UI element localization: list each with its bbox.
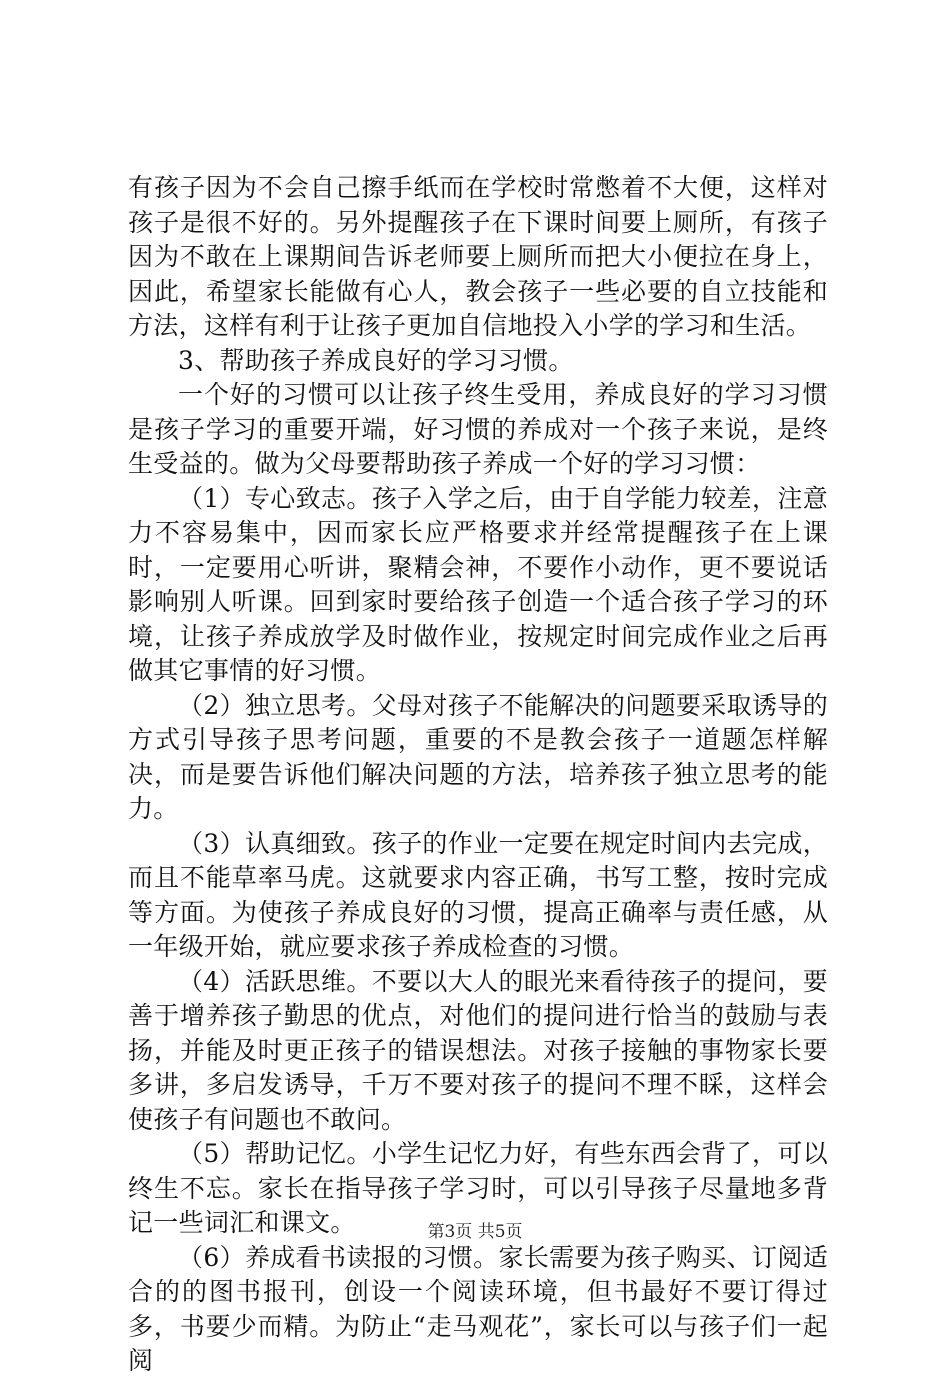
section-heading: 3、帮助孩子养成良好的学习习惯。 <box>178 345 574 375</box>
paragraph-item-4: （4）活跃思维。不要以大人的眼光来看待孩子的提问，要善于增养孩子勤思的优点，对他们的提问进行恰当的鼓励与表扬，并能及时更正孩子的错误想法。对孩子接触的事物家长要多讲，多启发诱导，千万不要对孩子的提问不理不睬，这样会使孩子有问题也不敢问。 <box>128 966 828 1134</box>
paragraph-continuation: 有孩子因为不会自己擦手纸而在学校时常憋着不大便，这样对孩子是很不好的。另外提醒孩子在下课时间要上厕所，有孩子因为不敢在上课期间告诉老师要上厕所而把大小便拉在身上，因此，希望家长能做有心人，教会孩子一些必要的自立技能和方法，这样有利于让孩子更加自信地投入小学的学习和生活。 <box>128 173 828 340</box>
paragraph-item-2: （2）独立思考。父母对孩子不能解决的问题要采取诱导的方式引导孩子思考问题，重要的不是教会孩子一道题怎样解决，而是要告诉他们解决问题的方法，培养孩子独立思考的能力。 <box>128 690 828 823</box>
document-body <box>128 171 828 1379</box>
paragraph-item-6: （6）养成看书读报的习惯。家长需要为孩子购买、订阅适合的的图书报刊，创设一个阅读环境，但书最好不要订得过多，书要少而精。为防止“走马观花”，家长可以与孩子们一起阅 <box>128 1242 828 1375</box>
paragraph-item-5: （5）帮助记忆。小学生记忆力好，有些东西会背了，可以终生不忘。家长在指导孩子学习时，可以引导孩子尽量地多背记一些词汇和课文。 <box>128 1139 828 1237</box>
page-footer: 第3页 共5页 <box>427 1222 523 1242</box>
paragraph-item-3: （3）认真细致。孩子的作业一定要在规定时间内去完成，而且不能草率马虎。这就要求内容正确，书写工整，按时完成等方面。为使孩子养成良好的习惯，提高正确率与责任感，从一年级开始，就应要求孩子养成检查的习惯。 <box>128 828 828 961</box>
paragraph-intro: 一个好的习惯可以让孩子终生受用，养成良好的学习习惯是孩子学习的重要开端，好习惯的养成对一个孩子来说，是终生受益的。做为父母要帮助孩子养成一个好的学习习惯： <box>128 380 828 478</box>
paragraph-item-1: （1）专心致志。孩子入学之后，由于自学能力较差，注意力不容易集中，因而家长应严格要求并经常提醒孩子在上课时，一定要用心听讲，聚精会神，不要作小动作，更不要说话影响别人听课。回到家时要给孩子创造一个适合孩子学习的环境，让孩子养成放学及时做作业，按规定时间完成作业之后再做其它事情的好习惯。 <box>128 483 828 685</box>
